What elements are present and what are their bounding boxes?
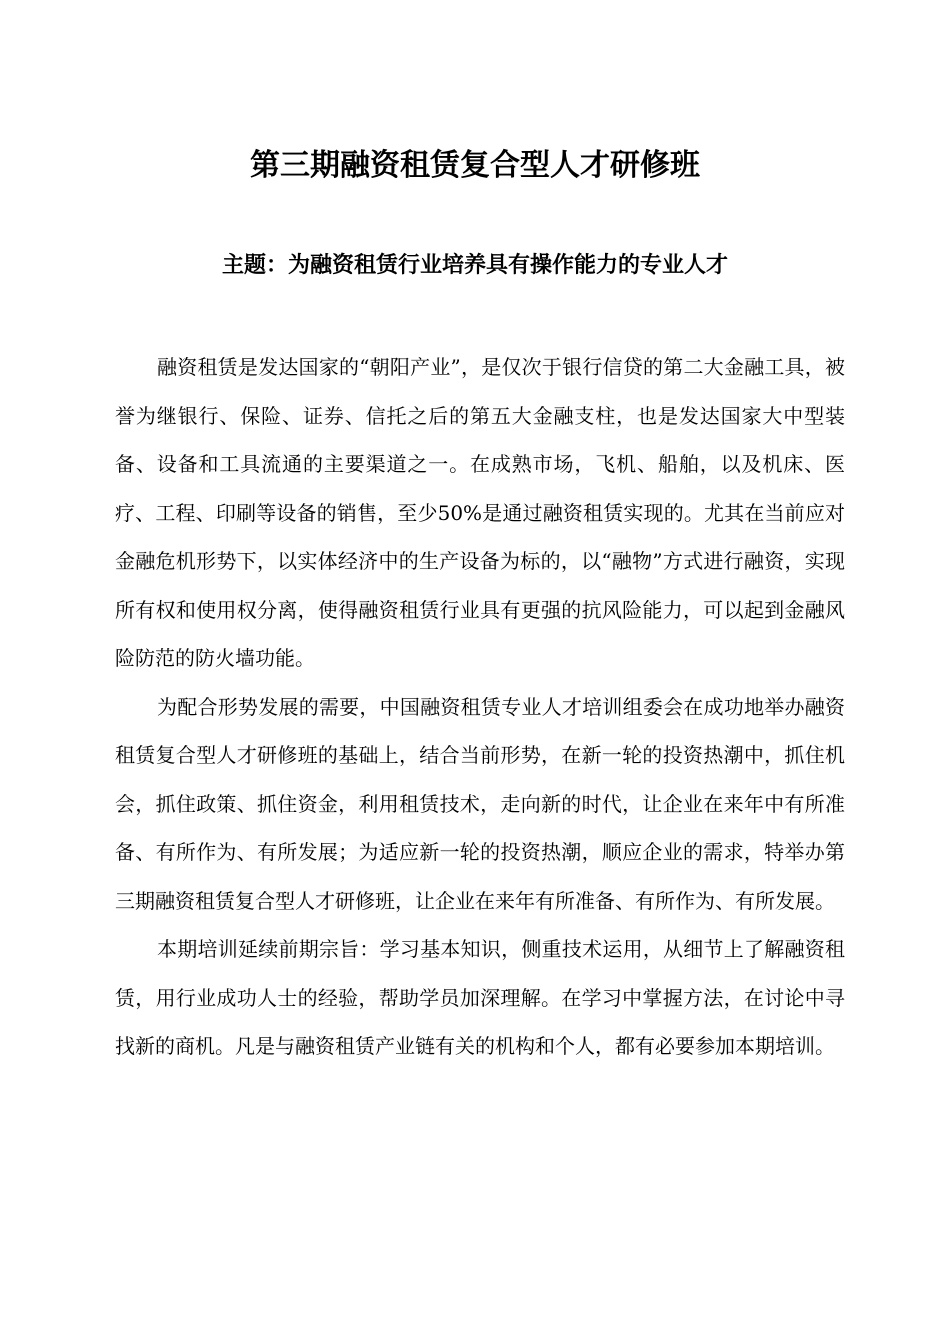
paragraph-intro: 融资租赁是发达国家的“朝阳产业”，是仅次于银行信贷的第二大金融工具，被誉为继银行、保险、证券、信托之后的第五大金融支柱，也是发达国家大中型装备、设备和工具流通的主要渠道之一。在成熟市场，飞机、船舶，以及机床、医疗、工程、印刷等设备的销售，至少50%是通过融资租赁实现的。尤其在当前应对金融危机形势下，以实体经济中的生产设备为标的，以“融物”方式进行融资，实现所有权和使用权分离，使得融资租赁行业具有更强的抗风险能力，可以起到金融风险防范的防火墙功能。: [115, 355, 845, 670]
document-body: [115, 343, 845, 1071]
paragraph-purpose: 本期培训延续前期宗旨：学习基本知识，侧重技术运用，从细节上了解融资租赁，用行业成功人士的经验，帮助学员加深理解。在学习中掌握方法，在讨论中寻找新的商机。凡是与融资租赁产业链有关的机构和个人，都有必要参加本期培训。: [115, 937, 845, 1058]
document-title: 第三期融资租赁复合型人才研修班: [250, 148, 700, 183]
document-theme: 主题：为融资租赁行业培养具有操作能力的专业人才: [221, 252, 728, 278]
paragraph-background: 为配合形势发展的需要，中国融资租赁专业人才培训组委会在成功地举办融资租赁复合型人才研修班的基础上，结合当前形势，在新一轮的投资热潮中，抓住机会，抓住政策、抓住资金，利用租赁技术，走向新的时代，让企业在来年中有所准备、有所作为、有所发展；为适应新一轮的投资热潮，顺应企业的需求，特举办第三期融资租赁复合型人才研修班，让企业在来年有所准备、有所作为、有所发展。: [115, 694, 845, 913]
